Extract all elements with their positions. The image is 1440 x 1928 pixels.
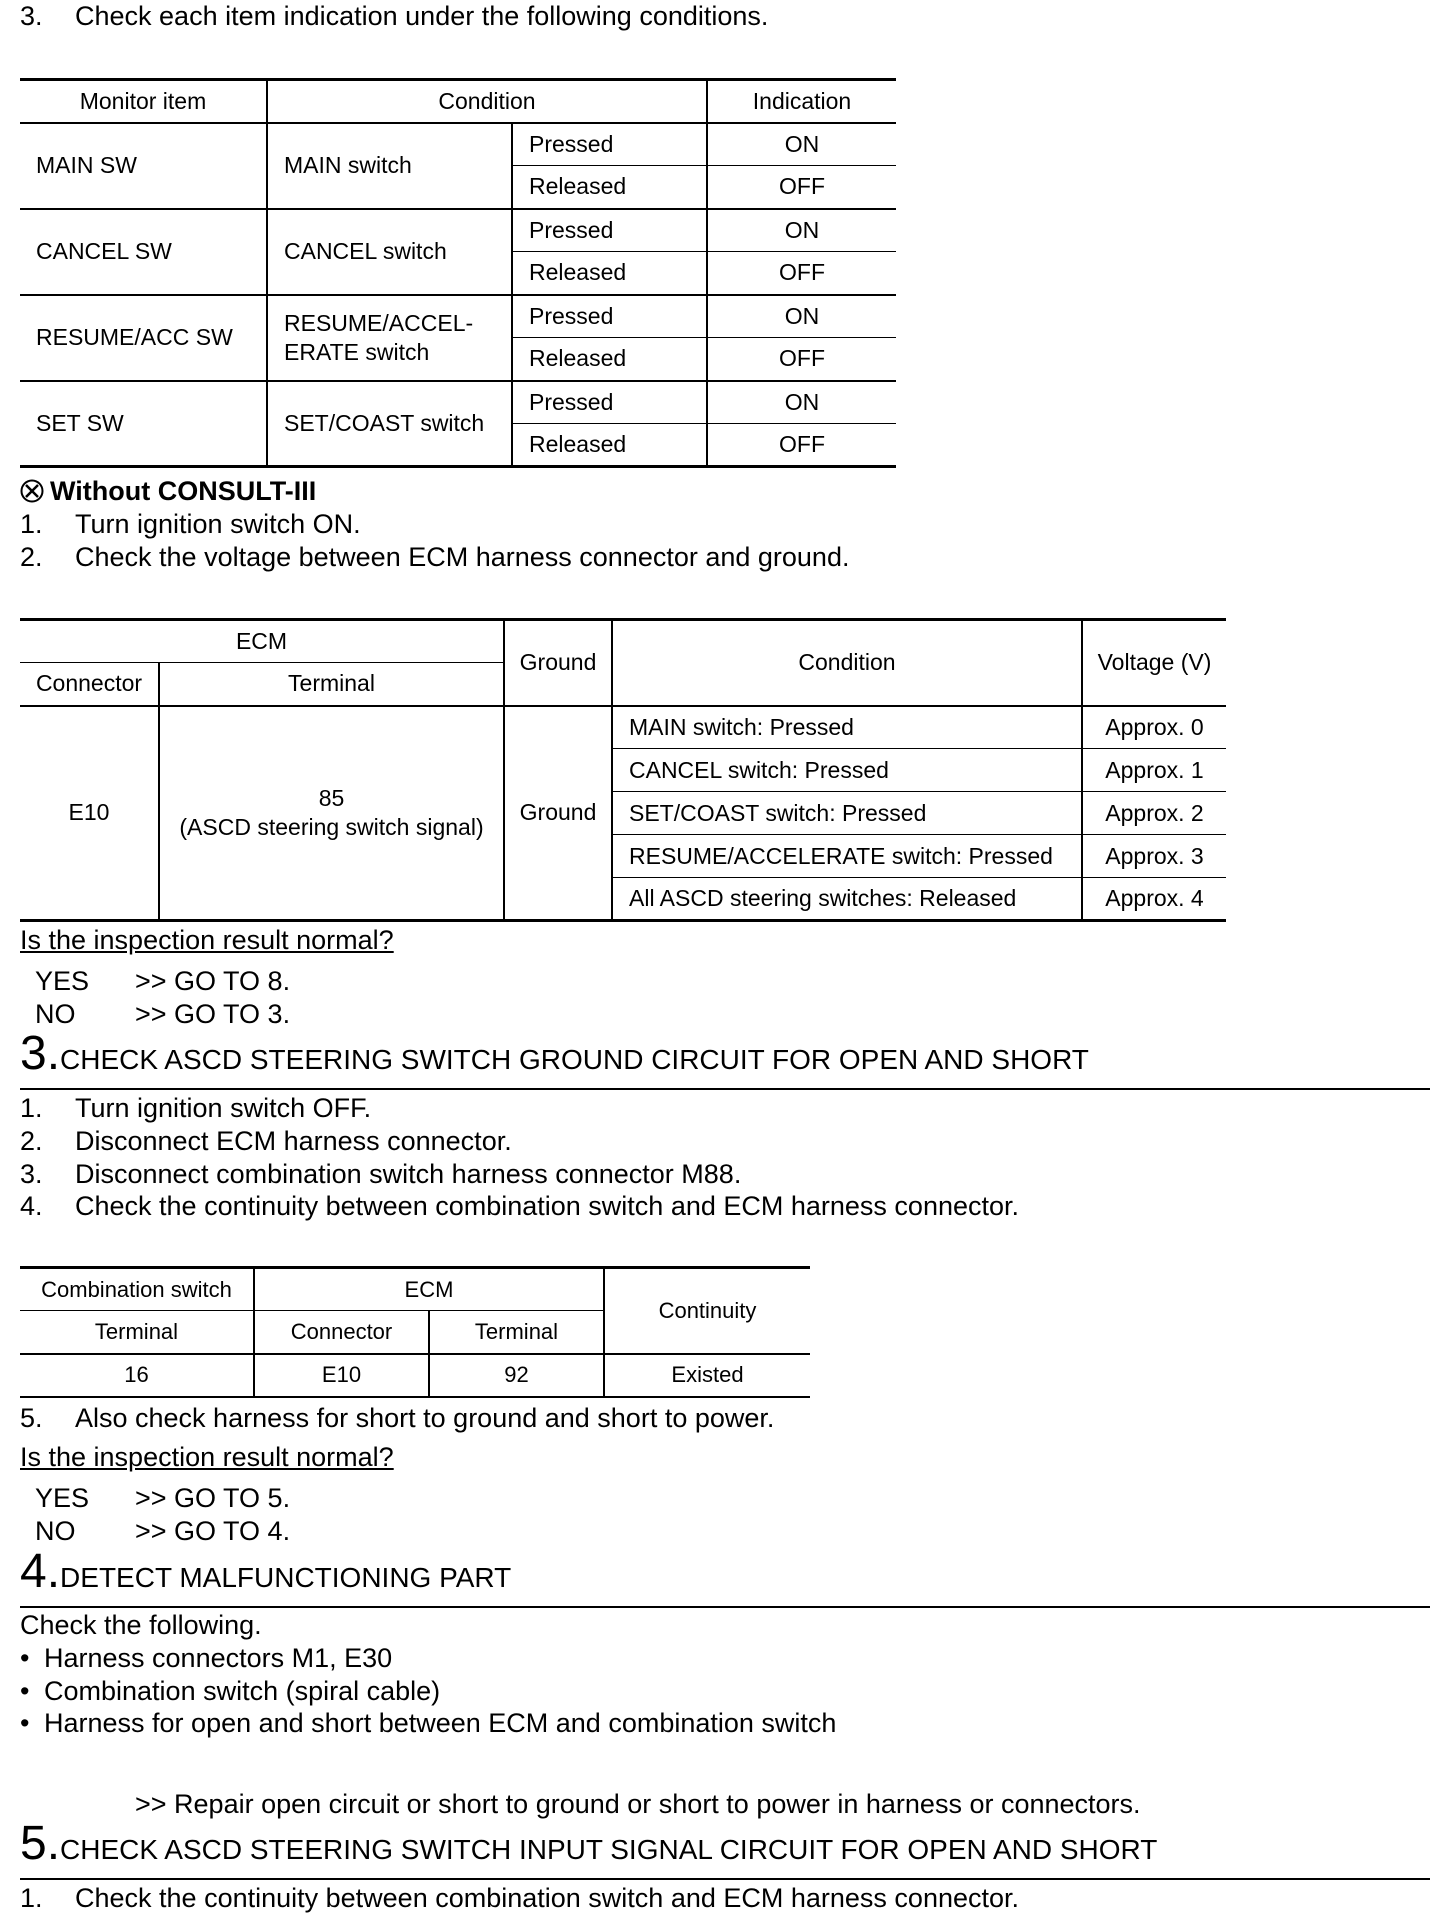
combo-terminal-cell: 16 <box>124 1362 149 1387</box>
condition-cell: MAIN switch: Pressed <box>612 706 1082 749</box>
list-item-text: Harness for open and short between ECM and combination switch <box>44 1708 837 1738</box>
connector-cell: E10 <box>254 1354 429 1397</box>
monitor-item-table <box>20 78 896 468</box>
monitor-item-cell: MAIN SW <box>20 123 267 209</box>
monitor-item-cell: SET SW <box>36 409 124 436</box>
step-text: Disconnect combination switch harness connector M88. <box>75 1159 742 1189</box>
state-cell: Released <box>512 424 707 467</box>
inspection-question-2: Is the inspection result normal? <box>20 1442 394 1472</box>
table-row <box>20 123 896 166</box>
bullet: • <box>20 1643 30 1673</box>
step-number: 3. <box>20 1159 43 1189</box>
terminal-signal: (ASCD steering switch signal) <box>179 813 484 840</box>
voltage-cell: Approx. 0 <box>1082 706 1226 749</box>
switch-cell-line2: ERATE switch <box>284 338 430 365</box>
header-voltage: Voltage (V) <box>1082 620 1226 706</box>
header-ecm: ECM <box>20 620 504 663</box>
answer-link: >> GO TO 3. <box>135 999 291 1029</box>
switch-cell: CANCEL switch <box>267 209 512 295</box>
answer-key: NO <box>35 999 76 1029</box>
header-ecm: ECM <box>254 1268 604 1311</box>
indication-cell: OFF <box>707 252 896 295</box>
header-indication: Indication <box>707 80 896 123</box>
step-text: Check the voltage between ECM harness connector and ground. <box>75 542 850 572</box>
header-ecm-terminal: Terminal <box>429 1311 604 1354</box>
indication-cell: OFF <box>707 338 896 381</box>
indication-cell: OFF <box>707 424 896 467</box>
step3-item-4 <box>20 1190 1019 1223</box>
inspection-question-1: Is the inspection result normal? <box>20 925 394 955</box>
voltage-cell: Approx. 4 <box>1082 878 1226 921</box>
answer-yes-2 <box>35 1482 290 1515</box>
header-combination-switch: Combination switch <box>20 1268 254 1311</box>
without-step-2 <box>20 541 849 574</box>
header-continuity: Continuity <box>604 1268 810 1354</box>
step4-intro: Check the following. <box>20 1610 262 1640</box>
voltage-cell: Approx. 3 <box>1082 835 1226 878</box>
voltage-cell: Approx. 1 <box>1082 749 1226 792</box>
step-number: 1. <box>20 1883 43 1913</box>
without-consult-heading <box>20 475 316 508</box>
table-row <box>20 381 896 424</box>
ground-cell: Ground <box>504 706 612 921</box>
intro-step-number: 3. <box>20 1 43 31</box>
step-number: 5. <box>20 1403 43 1433</box>
condition-cell: RESUME/ACCELERATE switch: Pressed <box>612 835 1082 878</box>
condition-cell: CANCEL switch: Pressed <box>612 749 1082 792</box>
step3-item-5 <box>20 1402 774 1435</box>
state-cell: Released <box>512 338 707 381</box>
answer-key: NO <box>35 1516 76 1546</box>
indication-cell: ON <box>707 209 896 252</box>
list-item <box>20 1642 392 1675</box>
without-consult-title: Without CONSULT-III <box>50 476 317 506</box>
terminal-cell <box>159 706 504 921</box>
step-text: Check the continuity between combination switch and ECM harness connector. <box>75 1883 1020 1913</box>
step-text: Also check harness for short to ground and short to power. <box>75 1403 775 1433</box>
step-4-heading: 4.DETECT MALFUNCTIONING PART <box>20 1548 1430 1608</box>
step4-action: >> Repair open circuit or short to ground or short to power in harness or connectors. <box>135 1789 1141 1819</box>
indication-cell: ON <box>707 295 896 338</box>
step-title: CHECK ASCD STEERING SWITCH GROUND CIRCUIT FOR OPEN AND SHORT <box>60 1044 1089 1075</box>
header-ground: Ground <box>504 620 612 706</box>
step-number: 4 <box>20 1545 47 1598</box>
state-cell: Pressed <box>512 123 707 166</box>
condition-cell: SET/COAST switch: Pressed <box>612 792 1082 835</box>
answer-link: >> GO TO 5. <box>135 1483 291 1513</box>
list-item <box>20 1675 440 1708</box>
header-monitor-item: Monitor item <box>20 80 267 123</box>
continuity-table <box>20 1266 810 1398</box>
header-connector: Connector <box>20 663 159 706</box>
indication-cell: OFF <box>707 166 896 209</box>
without-step-1 <box>20 508 361 541</box>
table-row <box>20 706 1226 749</box>
step-5-heading: 5.CHECK ASCD STEERING SWITCH INPUT SIGNAL CIRCUIT FOR OPEN AND SHORT <box>20 1820 1430 1880</box>
intro-step <box>20 0 768 33</box>
step5-item-1 <box>20 1882 1019 1915</box>
step-text: Disconnect ECM harness connector. <box>75 1126 512 1156</box>
table-row <box>20 1354 810 1397</box>
step-number: 2. <box>20 1126 43 1156</box>
switch-cell-line1: RESUME/ACCEL- <box>284 309 474 336</box>
bullet: • <box>20 1676 30 1706</box>
table-row <box>20 209 896 252</box>
table-row <box>20 295 896 338</box>
no-consult-icon <box>20 478 44 502</box>
switch-cell: MAIN switch <box>267 123 512 209</box>
intro-step-text: Check each item indication under the following conditions. <box>75 1 769 31</box>
answer-link: >> GO TO 4. <box>135 1516 291 1546</box>
answer-key: YES <box>35 966 90 996</box>
step-number: 4. <box>20 1191 43 1221</box>
header-terminal: Terminal <box>159 663 504 706</box>
step-text: Check the continuity between combination switch and ECM harness connector. <box>75 1191 1020 1221</box>
condition-cell: All ASCD steering switches: Released <box>612 878 1082 921</box>
answer-yes-1 <box>35 965 290 998</box>
step-title: CHECK ASCD STEERING SWITCH INPUT SIGNAL CIRCUIT FOR OPEN AND SHORT <box>60 1834 1158 1865</box>
switch-cell: SET/COAST switch <box>267 381 512 467</box>
step-3-heading: 3.CHECK ASCD STEERING SWITCH GROUND CIRCUIT FOR OPEN AND SHORT <box>20 1030 1430 1090</box>
answer-no-2 <box>35 1515 290 1548</box>
header-condition: Condition <box>612 620 1082 706</box>
state-cell: Pressed <box>512 295 707 338</box>
state-cell: Released <box>512 252 707 295</box>
state-cell: Pressed <box>512 381 707 424</box>
step-text: Turn ignition switch ON. <box>75 509 361 539</box>
list-item <box>20 1707 836 1740</box>
step-number: 2. <box>20 542 43 572</box>
switch-cell <box>267 295 512 381</box>
continuity-cell: Existed <box>604 1354 810 1397</box>
step-text: Turn ignition switch OFF. <box>75 1093 372 1123</box>
indication-cell: ON <box>707 381 896 424</box>
monitor-item-cell: RESUME/ACC SW <box>20 295 267 381</box>
ecm-voltage-table <box>20 618 1226 922</box>
connector-cell: E10 <box>68 799 110 826</box>
state-cell: Released <box>512 166 707 209</box>
answer-link: >> GO TO 8. <box>135 966 291 996</box>
list-item-text: Harness connectors M1, E30 <box>44 1643 393 1673</box>
step3-item-1 <box>20 1092 371 1125</box>
step3-item-3 <box>20 1158 741 1191</box>
step-title: DETECT MALFUNCTIONING PART <box>60 1562 512 1593</box>
header-connector: Connector <box>254 1311 429 1354</box>
list-item-text: Combination switch (spiral cable) <box>44 1676 441 1706</box>
state-cell: Pressed <box>512 209 707 252</box>
step-number: 3 <box>20 1027 47 1080</box>
header-condition: Condition <box>267 80 707 123</box>
terminal-number: 85 <box>318 784 345 811</box>
indication-cell: ON <box>707 123 896 166</box>
bullet: • <box>20 1708 30 1738</box>
terminal-cell: 92 <box>429 1354 604 1397</box>
voltage-cell: Approx. 2 <box>1082 792 1226 835</box>
answer-key: YES <box>35 1483 90 1513</box>
answer-no-1 <box>35 998 290 1031</box>
step-number: 1. <box>20 509 43 539</box>
header-terminal: Terminal <box>20 1311 254 1354</box>
step-number: 1. <box>20 1093 43 1123</box>
step3-item-2 <box>20 1125 512 1158</box>
monitor-item-cell: CANCEL SW <box>20 209 267 295</box>
step-number: 5 <box>20 1817 47 1870</box>
